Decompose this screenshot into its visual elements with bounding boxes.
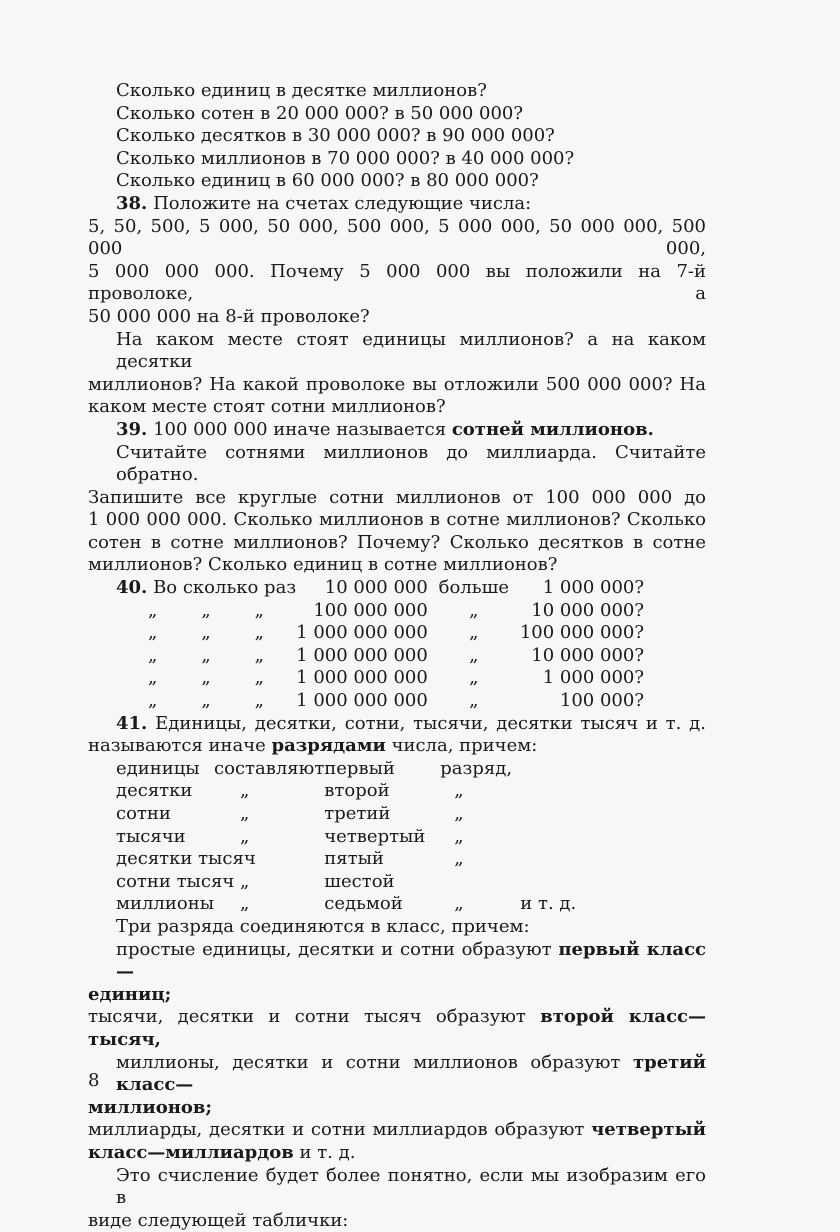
term-bold: единиц; xyxy=(88,983,172,1005)
question-line: Сколько сотен в 20 000 000? в 50 000 000? xyxy=(116,102,524,124)
closing-line: виде следующей таблички: xyxy=(88,1209,349,1231)
question-line: Сколько единиц в 60 000 000? в 80 000 000? xyxy=(116,170,539,192)
exercise-number: 38. xyxy=(116,192,148,214)
rank-name: единицы xyxy=(116,757,200,779)
rank-verb: „ xyxy=(240,893,250,915)
rank-ordinal: четвертый xyxy=(324,825,426,847)
exercise-number: 40. xyxy=(116,577,148,599)
table-cell: „ xyxy=(469,667,479,689)
exercise-lead: 100 000 000 иначе называется xyxy=(153,418,447,440)
table-cell: 1 000 000? xyxy=(542,577,644,599)
text-span: называются иначе xyxy=(88,735,266,757)
table-cell: 10 000 000? xyxy=(531,599,644,621)
question-line: Сколько единиц в десятке миллионов? xyxy=(116,80,487,101)
table-cell: 1 000 000 000 xyxy=(296,622,428,644)
table-row: „ „ „ 1 000 000 000 „ 1 000 000? xyxy=(148,667,644,689)
table-row xyxy=(116,893,576,916)
rank-name: сотни xyxy=(116,803,171,824)
rank-ordinal: третий xyxy=(324,803,391,824)
rank-word: „ xyxy=(454,893,464,915)
rank-name: сотни тысяч xyxy=(116,870,235,892)
table-row: „ „ „ 1 000 000 000 „ 100 000 000? xyxy=(148,622,644,644)
rank-name: десятки тысяч xyxy=(116,848,256,870)
term-bold: миллионов; xyxy=(88,1096,213,1118)
table-cell: 10 000 000 xyxy=(324,577,428,599)
classes-lead: Три разряда соединяются в класс, причем: xyxy=(116,915,530,937)
question-line: Сколько миллионов в 70 000 000? в 40 000 000? xyxy=(116,147,575,169)
exercise-line: миллионов? Сколько единиц в сотне миллионов? xyxy=(88,554,558,576)
rank-ordinal: пятый xyxy=(324,848,384,870)
table-row xyxy=(116,871,576,894)
exercise-line: каком месте стоят сотни миллионов? xyxy=(88,396,446,418)
exercise-number: 39. xyxy=(116,418,148,440)
term-bold: разрядами xyxy=(271,735,386,757)
exercise-line: На каком месте стоят единицы миллионов? а на каком десятки xyxy=(116,328,706,373)
rank-verb: „ xyxy=(240,803,250,824)
rank-ordinal: первый xyxy=(324,757,395,779)
term-bold: четвертый xyxy=(591,1119,706,1141)
table-row: „ „ „ 1 000 000 000 „ 100 000? xyxy=(148,690,644,712)
table-cell: „ xyxy=(469,622,479,644)
term-bold: второй класс—тысяч, xyxy=(88,1006,706,1050)
exercise-line: Запишите все круглые сотни миллионов от 100 000 000 до xyxy=(88,486,706,508)
term-bold: третий класс— xyxy=(116,1051,706,1096)
table-row xyxy=(88,577,644,600)
exercise-line: миллионов? На какой проволоке вы отложили 500 000 000? На xyxy=(88,373,706,395)
table-row xyxy=(116,758,576,781)
rank-name: миллионы xyxy=(116,893,215,915)
text-span: и т. д. xyxy=(299,1141,356,1163)
table-cell: „ xyxy=(469,599,479,621)
table-row xyxy=(116,780,576,803)
exercise-40 xyxy=(88,577,706,713)
table-cell: 10 000 000? xyxy=(531,644,644,666)
table-cell: 100 000? xyxy=(559,690,644,712)
exercise-number: 41. xyxy=(116,712,148,734)
rank-ordinal: седьмой xyxy=(324,893,403,915)
table-cell: „ xyxy=(469,690,479,712)
rank-word: „ xyxy=(454,780,464,802)
text-span: тысячи, десятки и сотни тысяч образуют xyxy=(88,1006,526,1028)
exercise-lead: Единицы, десятки, сотни, тысячи, десятки тысяч и т. д. xyxy=(155,712,706,734)
table-cell: 1 000 000? xyxy=(542,667,644,689)
table-cell: 1 000 000 000 xyxy=(296,644,428,666)
rank-word: „ xyxy=(454,848,464,870)
table-cell: 1 000 000 000 xyxy=(296,667,428,689)
text-span: числа, причем: xyxy=(391,735,538,757)
exercise-line: 5, 50, 500, 5 000, 50 000, 500 000, 5 000 000, 50 000 000, 500 000 000, xyxy=(88,215,706,260)
table-row: „ „ „ 1 000 000 000 „ 10 000 000? xyxy=(148,644,644,666)
table-cell: „ xyxy=(469,644,479,666)
closing-line: Это счисление будет более понятно, если мы изобразим его в xyxy=(116,1164,706,1209)
text-span: простые единицы, десятки и сотни образуют xyxy=(116,938,552,960)
rank-name: десятки xyxy=(116,780,193,802)
exercise-lead: Во сколько раз xyxy=(153,577,297,599)
exercise-38 xyxy=(88,193,706,419)
page-number: 8 xyxy=(88,1070,100,1091)
rank-word: „ xyxy=(454,803,464,824)
comparison-table xyxy=(88,577,644,713)
exercise-line: сотен в сотне миллионов? Почему? Сколько десятков в сотне xyxy=(88,531,706,553)
table-cell: 100 000 000 xyxy=(313,599,428,621)
term-bold: сотней миллионов. xyxy=(451,418,654,440)
table-row xyxy=(116,848,576,871)
rank-word: „ xyxy=(454,825,464,847)
table-cell: 1 000 000 000 xyxy=(296,690,428,712)
rank-verb: „ xyxy=(240,780,250,802)
table-row: „ „ „ 100 000 000 „ 10 000 000? xyxy=(148,599,644,621)
exercise-line: 1 000 000 000. Сколько миллионов в сотне миллионов? Сколько xyxy=(88,509,706,531)
exercise-line: 50 000 000 на 8-й проволоке? xyxy=(88,305,370,327)
rank-name: тысячи xyxy=(116,825,186,847)
rank-ordinal: второй xyxy=(324,780,390,802)
rank-tail: и т. д. xyxy=(520,893,577,915)
rank-word: разряд, xyxy=(440,757,513,779)
term-bold: класс—миллиардов xyxy=(88,1141,294,1163)
question-line: Сколько десятков в 30 000 000? в 90 000 000? xyxy=(116,125,555,147)
rank-verb: „ xyxy=(239,870,250,892)
exercise-lead: Положите на счетах следующие числа: xyxy=(153,192,532,214)
text-span: миллиарды, десятки и сотни миллиардов образуют xyxy=(88,1119,585,1141)
text-span: миллионы, десятки и сотни миллионов образуют xyxy=(116,1051,621,1073)
term-bold: первый класс— xyxy=(116,938,706,983)
table-row xyxy=(116,803,576,826)
table-cell: 100 000 000? xyxy=(519,622,644,644)
exercise-39 xyxy=(88,419,706,577)
table-row xyxy=(116,826,576,849)
exercise-line: Считайте сотнями миллионов до миллиарда. Считайте обратно. xyxy=(116,441,706,486)
exercise-line: 5 000 000 000. Почему 5 000 000 вы положили на 7-й проволоке, а xyxy=(88,260,706,305)
intro-questions xyxy=(88,80,706,193)
rank-ordinal: шестой xyxy=(324,870,395,892)
ranks-table xyxy=(116,758,576,916)
table-cell: больше xyxy=(438,577,509,599)
exercise-41 xyxy=(88,713,706,1232)
text-column xyxy=(88,80,706,1232)
rank-verb: „ xyxy=(240,825,250,847)
rank-verb: составляют xyxy=(214,757,325,779)
